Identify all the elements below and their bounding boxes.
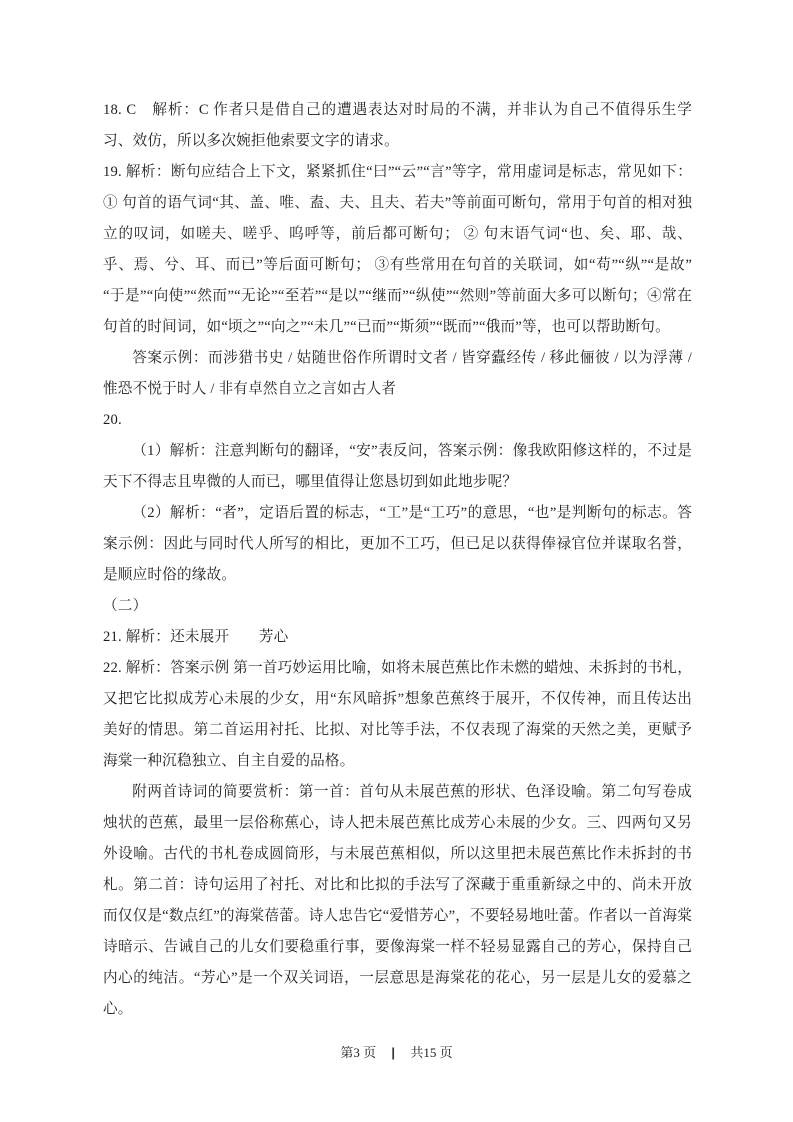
paragraph: （1）解析：注意判断句的翻译，“安”表反问，答案示例：像我欧阳修这样的，不过是天下不得志且卑微的人而已，哪里值得让您恳切到如此地步呢？ (103, 443, 692, 490)
page-footer (0, 1042, 793, 1061)
paragraph: 21. 解析：还未展开 芳心 (103, 629, 289, 645)
paragraph: （二） (103, 598, 148, 614)
paragraph: 18. C 解析：C 作者只是借自己的遭遇表达对时局的不满，并非认为自己不值得乐生学习、效仿，所以多次婉拒他索要文字的请求。 (103, 102, 692, 149)
paragraph: 答案示例：而涉猎书史 / 姑随世俗作所谓时文者 / 皆穿蠹经传 / 移此俪彼 / 以为浮薄 / 惟恐不悦于时人 / 非有卓然自立之言如古人者 (103, 350, 692, 397)
page-total: 共15 页 (410, 1045, 453, 1060)
paragraph: 19. 解析：断句应结合上下文，紧紧抓住“曰”“云”“言”等字，常用虚词是标志，常见如下：① 句首的语气词“其、盖、唯、盍、夫、且夫、若夫”等前面可断句，常用于句首的相对独立的叹词，如嗟夫、嗟乎、呜呼等，前后都可断句； ② 句末语气词“也、矣、耶、哉、乎、焉、兮、耳、而已”等后面可断句； ③有些常用在句首的关联词，如“苟”“纵”“是故”“于是”“向使”“然而”“无论”“至若”“是以”“继而”“纵使”“然则”等前面大多可以断句；④常在句首的时间词，如“顷之”“向之”“未几”“已而”“斯须”“既而”“俄而”等，也可以帮助断句。 (103, 164, 692, 335)
page-number: 第3 页 (340, 1045, 377, 1060)
paragraph: （2）解析：“者”，定语后置的标志，“工”是“工巧”的意思，“也”是判断句的标志。答案示例：因此与同时代人所写的相比，更加不工巧，但已足以获得俸禄官位并谋取名誉，是顺应时俗的缘故。 (103, 505, 692, 583)
footer-separator: | (391, 1045, 396, 1060)
document-body (103, 95, 692, 1025)
paragraph: 附两首诗词的简要赏析：第一首：首句从未展芭蕉的形状、色泽设喻。第二句写卷成烛状的芭蕉，最里一层俗称蕉心，诗人把未展芭蕉比成芳心未展的少女。三、四两句又另外设喻。古代的书札卷成圆筒形，与未展芭蕉相似，所以这里把未展芭蕉比作未拆封的书札。第二首：诗句运用了衬托、对比和比拟的手法写了深藏于重重新绿之中的、尚未开放而仅仅是“数点红”的海棠蓓蕾。诗人忠告它“爱惜芳心”，不要轻易地吐蕾。作者以一首海棠诗暗示、告诫自己的儿女们要稳重行事，要像海棠一样不轻易显露自己的芳心，保持自己内心的纯洁。“芳心”是一个双关词语，一层意思是海棠花的花心，另一层是儿女的爱慕之心。 (103, 784, 692, 1017)
paragraph: 20. (103, 412, 122, 428)
paragraph: 22. 解析：答案示例 第一首巧妙运用比喻，如将未展芭蕉比作未燃的蜡烛、未拆封的书札，又把它比拟成芳心未展的少女，用“东风暗拆”想象芭蕉终于展开，不仅传神，而且传达出美好的情思。第二首运用衬托、比拟、对比等手法，不仅表现了海棠的天然之美，更赋予海棠一种沉稳独立、自主自爱的品格。 (103, 660, 692, 769)
